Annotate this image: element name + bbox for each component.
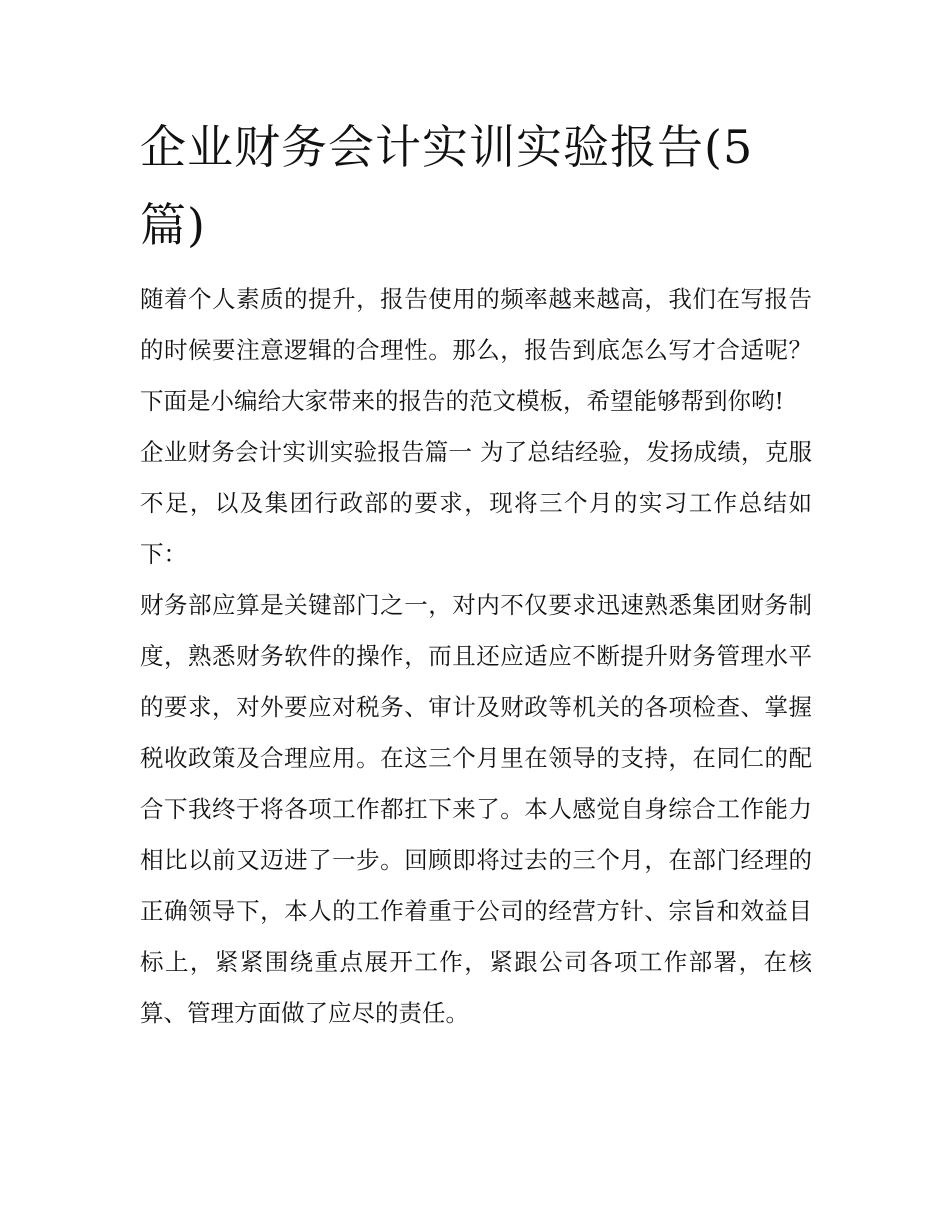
document-title: 企业财务会计实训实验报告(5篇) bbox=[140, 120, 754, 252]
section-one-opening-paragraph: 企业财务会计实训实验报告篇一 为了总结经验，发扬成绩，克服不足，以及集团行政部的要求，现将三个月的实习工作总结如下： bbox=[140, 438, 812, 568]
finance-department-paragraph: 财务部应算是关键部门之一，对内不仅要求迅速熟悉集团财务制度，熟悉财务软件的操作，而且还应适应不断提升财务管理水平的要求，对外要应对税务、审计及财政等机关的各项检查、掌握税收政策及合理应用。在这三个月里在领导的支持，在同仁的配合下我终于将各项工作都扛下来了。本人感觉自身综合工作能力相比以前又迈进了一步。回顾即将过去的三个月，在部门经理的正确领导下，本人的工作着重于公司的经营方针、宗旨和效益目标上，紧紧围绕重点展开工作，紧跟公司各项工作部署，在核算、管理方面做了应尽的责任。 bbox=[140, 591, 812, 1027]
intro-paragraph: 随着个人素质的提升，报告使用的频率越来越高，我们在写报告的时候要注意逻辑的合理性。那么，报告到底怎么写才合适呢？下面是小编给大家带来的报告的范文模板，希望能够帮到你哟! bbox=[140, 285, 812, 415]
document-page bbox=[140, 108, 812, 1039]
